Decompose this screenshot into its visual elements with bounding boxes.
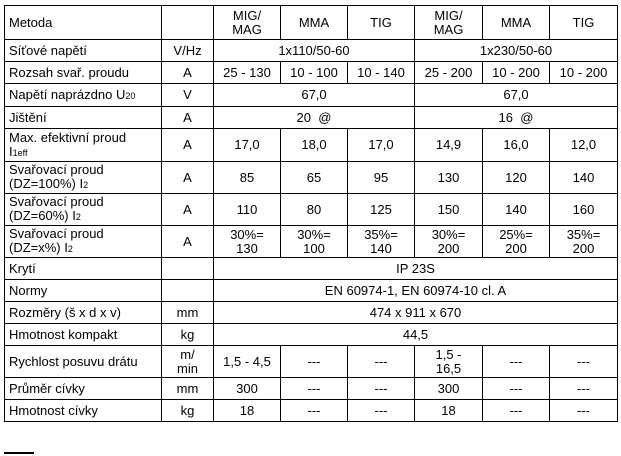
header-mma-230: MMA — [483, 6, 550, 40]
value-cell: 10 - 140 — [348, 62, 415, 84]
row-svarovaci-proud-dzx — [5, 226, 618, 258]
duty-percent: 30%= — [297, 226, 331, 242]
row-label: Rozměry (š x d x v) — [5, 302, 162, 324]
value-cell: 25 - 200 — [415, 62, 483, 84]
value-cell: --- — [281, 346, 348, 378]
row-label-text: Svařovací proud — [9, 226, 104, 241]
row-label-line2: I — [9, 143, 13, 159]
header-row — [5, 6, 618, 40]
row-label: Hmotnost kompakt — [5, 324, 162, 346]
row-rozmery — [5, 302, 618, 324]
duty-percent: 30%= — [230, 226, 264, 242]
value-cell: --- — [550, 346, 618, 378]
value-cell — [348, 226, 415, 258]
row-label — [5, 194, 162, 226]
value-cell: 10 - 200 — [483, 62, 550, 84]
row-label: Hmotnost cívky — [5, 400, 162, 422]
value-cell: 25 - 130 — [214, 62, 281, 84]
row-unit: kg — [162, 400, 214, 422]
row-label: Normy — [5, 280, 162, 302]
header-mig-mag-text: MIG/ MAG — [433, 7, 464, 37]
row-unit: A — [162, 162, 214, 194]
row-unit: A — [162, 62, 214, 84]
value-cell: 18 — [214, 400, 281, 422]
value-cell — [214, 226, 281, 258]
value-cell: 16,0 — [483, 129, 550, 162]
row-label-sub: 20 — [125, 90, 136, 101]
value-230: 1x230/50-60 — [415, 40, 618, 62]
row-label-line2: (DZ=x%) I — [9, 240, 68, 255]
value-110: 1x110/50-60 — [214, 40, 415, 62]
value-cell: 120 — [483, 162, 550, 194]
value-cell: 18,0 — [281, 129, 348, 162]
value-cell: 300 — [415, 378, 483, 400]
value-cell: 130 — [415, 162, 483, 194]
row-label-text: Svařovací proud — [9, 194, 104, 209]
duty-percent: 35%= — [364, 226, 398, 242]
value-span: IP 23S — [214, 258, 618, 280]
row-label: Rychlost posuvu drátu — [5, 346, 162, 378]
value-cell: --- — [483, 400, 550, 422]
row-unit: A — [162, 129, 214, 162]
value-cell: 18 — [415, 400, 483, 422]
value-cell — [550, 226, 618, 258]
row-kryti — [5, 258, 618, 280]
row-unit: m/ min — [162, 346, 214, 378]
row-label: Průměr cívky — [5, 378, 162, 400]
row-unit — [162, 280, 214, 302]
row-unit: A — [162, 107, 214, 129]
value-cell: --- — [550, 400, 618, 422]
row-napeti-naprazdno — [5, 84, 618, 107]
row-label-sub: 2 — [83, 180, 89, 190]
row-label — [5, 226, 162, 258]
row-prumer-civky — [5, 378, 618, 400]
duty-current: 200 — [572, 240, 595, 256]
value-cell: 150 — [415, 194, 483, 226]
value-cell: 65 — [281, 162, 348, 194]
duty-percent: 35%= — [566, 226, 601, 242]
duty-percent: 30%= — [431, 226, 466, 242]
value-span: EN 60974-1, EN 60974-10 cl. A — [214, 280, 618, 302]
value-cell — [483, 226, 550, 258]
row-normy — [5, 280, 618, 302]
header-metoda: Metoda — [5, 6, 162, 40]
value-110: 20 @ — [214, 107, 415, 129]
value-cell: 10 - 100 — [281, 62, 348, 84]
value-cell: 80 — [281, 194, 348, 226]
row-unit: A — [162, 226, 214, 258]
value-cell: 300 — [214, 378, 281, 400]
spec-table — [4, 5, 618, 422]
value-cell — [415, 226, 483, 258]
row-hmotnost-kompakt — [5, 324, 618, 346]
row-label: Síťové napětí — [5, 40, 162, 62]
value-cell: --- — [348, 378, 415, 400]
row-svarovaci-proud-dz60 — [5, 194, 618, 226]
header-tig-110: TIG — [348, 6, 415, 40]
value-cell: 10 - 200 — [550, 62, 618, 84]
row-label: Rozsah svař. proudu — [5, 62, 162, 84]
header-mma-110: MMA — [281, 6, 348, 40]
value-cell: --- — [483, 378, 550, 400]
row-label — [5, 162, 162, 194]
row-label — [5, 84, 162, 107]
row-unit — [162, 258, 214, 280]
row-rozsah-proudu — [5, 62, 618, 84]
value-cell: 17,0 — [348, 129, 415, 162]
value-cell: 160 — [550, 194, 618, 226]
value-cell — [281, 226, 348, 258]
value-cell: --- — [281, 400, 348, 422]
value-cell: --- — [348, 400, 415, 422]
value-230: 16 @ — [415, 107, 618, 129]
row-sitove-napeti — [5, 40, 618, 62]
duty-current: 200 — [505, 240, 527, 256]
row-svarovaci-proud-dz100 — [5, 162, 618, 194]
row-unit: A — [162, 194, 214, 226]
value-cell: 95 — [348, 162, 415, 194]
value-cell: --- — [348, 346, 415, 378]
header-mig-mag-110 — [214, 6, 281, 40]
row-unit: kg — [162, 324, 214, 346]
value-230: 67,0 — [415, 84, 618, 107]
value-cell: 14,9 — [415, 129, 483, 162]
row-label-line2: (DZ=100%) I — [9, 176, 84, 191]
row-hmotnost-civky — [5, 400, 618, 422]
value-110: 67,0 — [214, 84, 415, 107]
value-cell: 1,5 - 4,5 — [214, 346, 281, 378]
header-mig-mag-230 — [415, 6, 483, 40]
row-label-sub: 2 — [75, 212, 81, 222]
value-cell: 85 — [214, 162, 281, 194]
value-cell: 125 — [348, 194, 415, 226]
row-jisteni — [5, 107, 618, 129]
row-label: Krytí — [5, 258, 162, 280]
value-cell: 110 — [214, 194, 281, 226]
footnote-mark — [4, 452, 34, 454]
row-rychlost-posuvu — [5, 346, 618, 378]
row-label-text: Svařovací proud — [9, 162, 104, 177]
row-label-sub: 2 — [67, 244, 73, 254]
duty-current: 200 — [437, 240, 460, 256]
value-cell: 140 — [483, 194, 550, 226]
value-cell: --- — [483, 346, 550, 378]
value-cell: 12,0 — [550, 129, 618, 162]
row-label-line2: (DZ=60%) I — [9, 208, 76, 223]
value-span: 474 x 911 x 670 — [214, 302, 618, 324]
row-unit: mm — [162, 302, 214, 324]
row-unit: V/Hz — [162, 40, 214, 62]
duty-current: 100 — [303, 240, 325, 256]
row-unit: mm — [162, 378, 214, 400]
duty-current: 130 — [236, 240, 258, 256]
row-unit: V — [162, 84, 214, 107]
value-cell: --- — [281, 378, 348, 400]
value-cell: 140 — [550, 162, 618, 194]
value-cell: 17,0 — [214, 129, 281, 162]
value-cell: 1,5 - 16,5 — [415, 346, 483, 378]
row-label: Jištění — [5, 107, 162, 129]
row-label-text: Max. efektivní proud — [9, 129, 127, 145]
value-cell: --- — [550, 378, 618, 400]
row-label-text: Napětí naprázdno U — [9, 86, 126, 102]
header-unit — [162, 6, 214, 40]
row-label-sub: 1eff — [12, 147, 28, 158]
duty-current: 140 — [370, 240, 392, 256]
header-tig-230: TIG — [550, 6, 618, 40]
duty-percent: 25%= — [499, 226, 533, 242]
row-label — [5, 129, 162, 162]
row-max-efektivni-proud — [5, 129, 618, 162]
value-span: 44,5 — [214, 324, 618, 346]
header-mig-mag-text: MIG/ MAG — [232, 7, 262, 37]
